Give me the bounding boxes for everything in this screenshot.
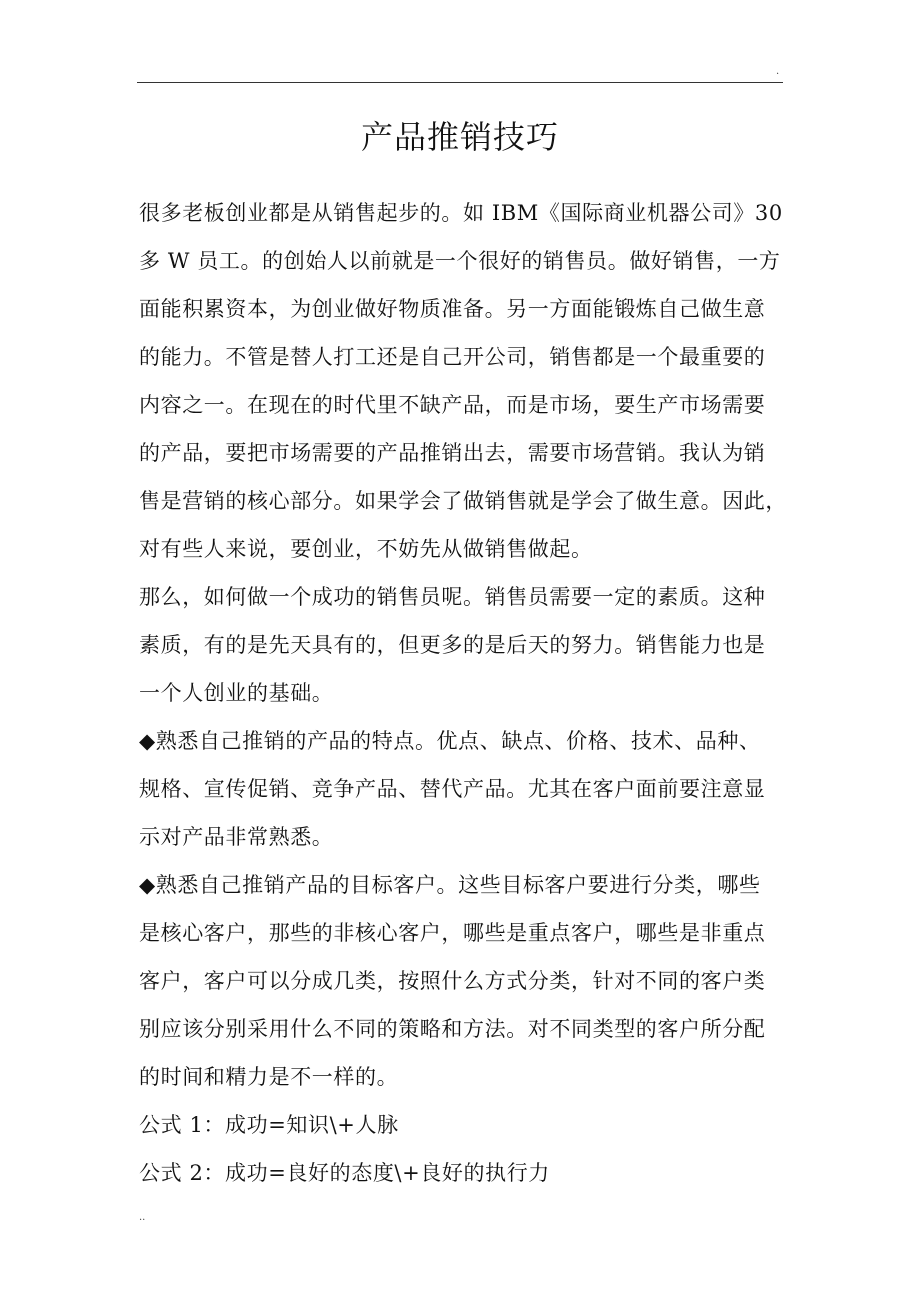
formula-line: 公式 1：成功=知识\+人脉 — [139, 1113, 399, 1137]
formula-line: 公式 2：成功=良好的态度\+良好的执行力 — [139, 1161, 550, 1185]
body-line: 客户，客户可以分成几类，按照什么方式分类，针对不同的客户类 — [139, 969, 766, 993]
body-line: 很多老板创业都是从销售起步的。如 IBM《国际商业机器公司》30 — [139, 201, 783, 225]
bullet-line: ◆熟悉自己推销产品的目标客户。这些目标客户要进行分类，哪些 — [139, 873, 761, 897]
document-title: 产品推销技巧 — [360, 118, 559, 156]
bullet-line: ◆熟悉自己推销的产品的特点。优点、缺点、价格、技术、品种、 — [139, 729, 761, 753]
body-line: 规格、宣传促销、竞争产品、替代产品。尤其在客户面前要注意显 — [139, 777, 766, 801]
body-line: 售是营销的核心部分。如果学会了做销售就是学会了做生意。因此， — [139, 489, 787, 513]
body-line: 面能积累资本，为创业做好物质准备。另一方面能锻炼自己做生意 — [139, 297, 766, 321]
body-line: 的产品，要把市场需要的产品推销出去，需要市场营销。我认为销 — [139, 441, 766, 465]
body-line: 的能力。不管是替人打工还是自己开公司，销售都是一个最重要的 — [139, 345, 766, 369]
body-line: 是核心客户，那些的非核心客户，哪些是重点客户，哪些是非重点 — [139, 921, 766, 945]
body-line: 那么，如何做一个成功的销售员呢。销售员需要一定的素质。这种 — [139, 585, 766, 609]
body-line: 示对产品非常熟悉。 — [139, 825, 334, 849]
header-rule — [137, 82, 783, 83]
body-line: 内容之一。在现在的时代里不缺产品，而是市场，要生产市场需要 — [139, 393, 766, 417]
body-line: 一个人创业的基础。 — [139, 681, 334, 705]
body-line: 对有些人来说，要创业，不妨先从做销售做起。 — [139, 537, 593, 561]
document-body — [139, 189, 787, 1197]
body-line: 的时间和精力是不一样的。 — [139, 1065, 399, 1089]
body-line: 素质，有的是先天具有的，但更多的是后天的努力。销售能力也是 — [139, 633, 766, 657]
header-marker: . — [776, 66, 780, 77]
body-line: 别应该分别采用什么不同的策略和方法。对不同类型的客户所分配 — [139, 1017, 766, 1041]
footer-marker: .. — [139, 1212, 146, 1223]
body-line: 多 W 员工。的创始人以前就是一个很好的销售员。做好销售，一方 — [139, 249, 781, 273]
